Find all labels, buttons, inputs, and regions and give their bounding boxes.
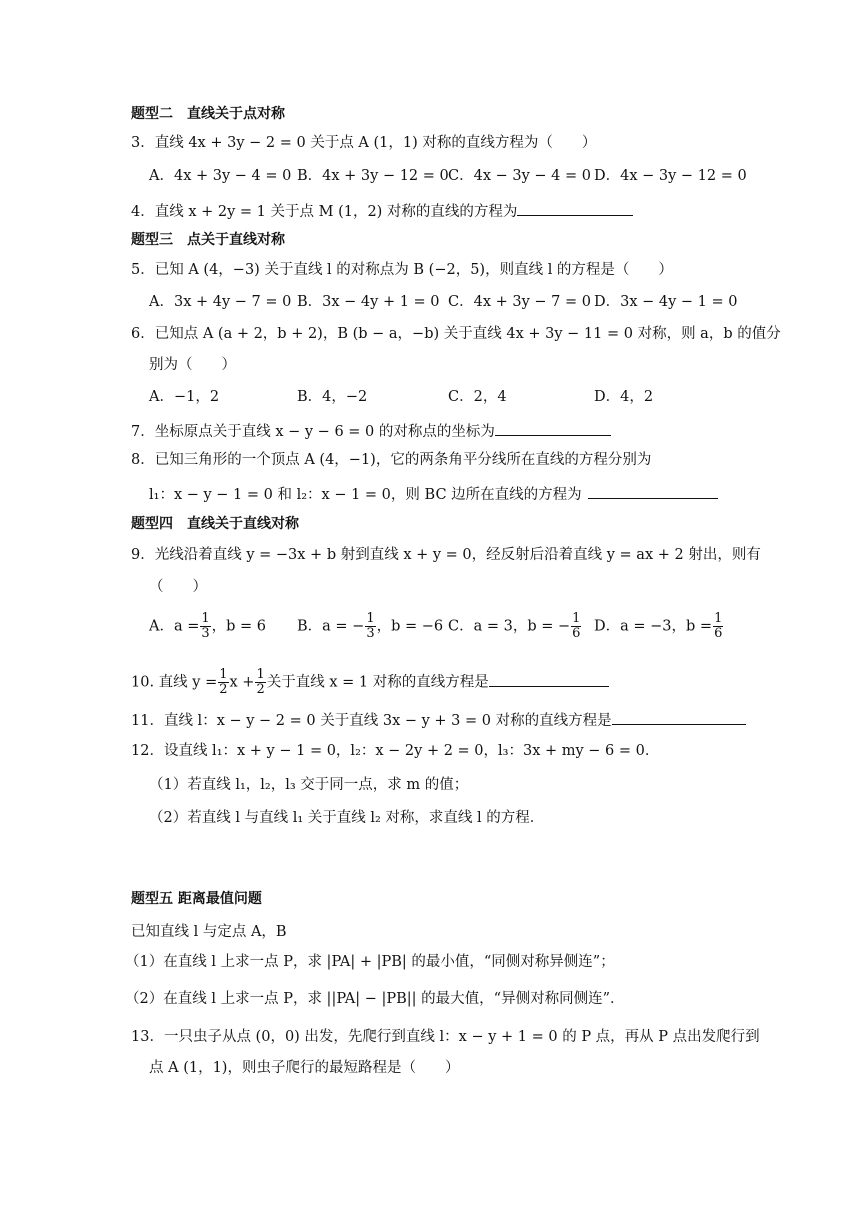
answer-blank [612,708,746,725]
question-4 [131,199,633,222]
question-10-text: x + [229,674,255,691]
q3-option-a: A．4x + 3y − 4 = 0 [149,168,292,184]
section-heading-2: 题型二 直线关于点对称 [131,106,285,122]
fraction: $\frac{1}{2}$ [219,667,228,697]
question-3-stem: 3．直线 4x + 3y − 2 = 0 关于点 A (1，1) 对称的直线方程为（ ） [131,135,597,151]
option-text: C．a = 3，b = − [448,618,571,635]
question-8-stem: 8．已知三角形的一个顶点 A (4，−1)，它的两条角平分线所在直线的方程分别为 [131,452,652,468]
q6-option-d: D．4，2 [594,389,654,405]
q9-option-d [594,612,724,641]
fraction: $\frac{1}{3}$ [201,611,210,641]
question-12-part-1: （1）若直线 l₁，l₂，l₃ 交于同一点，求 m 的值； [149,777,469,793]
answer-blank [489,670,609,687]
question-7-stem: 7．坐标原点关于直线 x − y − 6 = 0 的对称点的坐标为 [131,424,495,440]
q9-option-b [297,612,443,641]
question-6-stem-cont: 别为（ ） [149,357,236,373]
question-11-stem: 11．直线 l：x − y − 2 = 0 关于直线 3x − y + 3 = 0 对称的直线方程是 [131,713,612,729]
question-12-stem: 12．设直线 l₁：x + y − 1 = 0，l₂：x − 2y + 2 = 0，l₃：3x + my − 6 = 0． [131,743,660,759]
answer-blank [517,199,633,216]
question-6-stem: 6．已知点 A (a + 2，b + 2)，B (b − a，−b) 关于直线 4x + 3y − 11 = 0 对称，则 a，b 的值分 [131,326,781,342]
q5-option-a: A．3x + 4y − 7 = 0 [149,294,292,310]
section-5-point-1: （1）在直线 l 上求一点 P，求 |PA| + |PB| 的最小值，“同侧对称异侧连”； [125,954,615,970]
question-9-stem-cont: （ ） [149,579,207,595]
section-heading-4: 题型四 直线关于直线对称 [131,516,299,532]
question-8 [149,482,718,505]
q3-option-d: D．4x − 3y − 12 = 0 [594,168,747,184]
option-text: D．a = −3，b = [594,618,713,635]
q9-option-a [149,612,266,641]
option-text: ，b = −6 [376,618,444,635]
q3-option-b: B．4x + 3y − 12 = 0 [297,168,449,184]
question-13-stem: 13．一只虫子从点 (0，0) 出发，先爬行到直线 l：x − y + 1 = 0 的 P 点，再从 P 点出发爬行到 [131,1029,760,1045]
question-13-stem-cont: 点 A (1，1)，则虫子爬行的最短路程是（ ） [149,1060,460,1076]
question-10-text: 关于直线 x = 1 对称的直线方程是 [266,674,489,691]
question-4-stem: 4．直线 x + 2y = 1 关于点 M (1，2) 对称的直线的方程为 [131,204,518,220]
section-5-intro: 已知直线 l 与定点 A，B [131,924,287,940]
q6-option-a: A．−1，2 [149,389,220,405]
option-text: ，b = 6 [211,618,267,635]
q3-option-c: C．4x − 3y − 4 = 0 [448,168,591,184]
section-heading-5: 题型五 距离最值问题 [131,891,262,907]
option-text: A．a = [149,618,200,635]
question-10 [131,668,609,697]
q9-option-c [448,612,582,641]
fraction: $\frac{1}{3}$ [366,611,375,641]
question-9-stem: 9．光线沿着直线 y = −3x + b 射到直线 x + y = 0，经反射后沿着直线 y = ax + 2 射出，则有 [131,547,761,563]
q5-option-b: B．3x − 4y + 1 = 0 [297,294,440,310]
question-5-stem: 5．已知 A (4，−3) 关于直线 l 的对称点为 B (−2，5)，则直线 l 的方程是（ ） [131,262,673,278]
option-text: B．a = − [297,618,365,635]
fraction: $\frac{1}{2}$ [256,667,265,697]
question-10-text: 10. 直线 y = [131,674,218,691]
question-7 [131,419,611,442]
q5-option-d: D．3x − 4y − 1 = 0 [594,294,738,310]
q6-option-b: B．4，−2 [297,389,368,405]
section-5-point-2: （2）在直线 l 上求一点 P，求 ||PA| − |PB|| 的最大值，“异侧对称同侧连”． [125,991,625,1007]
question-8-stem-cont: l₁：x − y − 1 = 0 和 l₂：x − 1 = 0，则 BC 边所在直线的方程为 [149,487,582,503]
fraction: $\frac{1}{6}$ [714,611,723,641]
answer-blank [588,482,718,499]
q5-option-c: C．4x + 3y − 7 = 0 [448,294,591,310]
section-heading-3: 题型三 点关于直线对称 [131,232,285,248]
answer-blank [495,419,611,436]
fraction: $\frac{1}{6}$ [572,611,581,641]
question-12-part-2: （2）若直线 l 与直线 l₁ 关于直线 l₂ 对称，求直线 l 的方程． [149,810,545,826]
question-11 [131,708,746,731]
q6-option-c: C．2，4 [448,389,507,405]
